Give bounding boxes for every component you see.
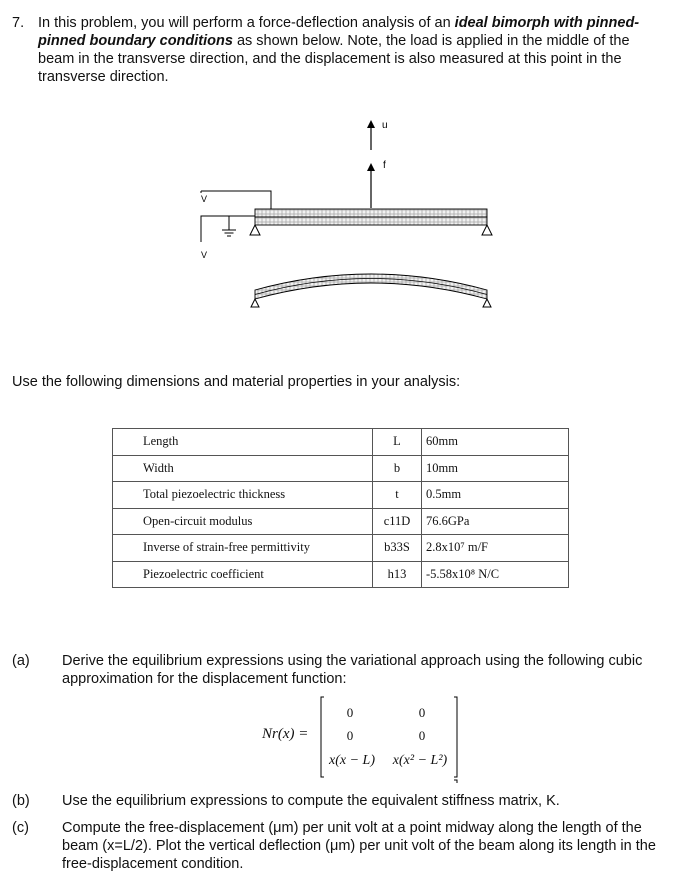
v-label-top: V bbox=[201, 194, 208, 204]
equation-lhs: Nr(x) = bbox=[262, 726, 309, 742]
part-b-text: Use the equilibrium expressions to compute the equivalent stiffness matrix, K. bbox=[62, 793, 560, 809]
matrix-cell: x(x − L) bbox=[329, 753, 375, 768]
problem-emphasis: ideal bimorph with pinned-pinned boundary conditions bbox=[38, 15, 640, 49]
f-label: f bbox=[383, 160, 386, 171]
force-arrow bbox=[367, 163, 375, 208]
table-row: Open-circuit modulus c11D 76.6GPa bbox=[113, 508, 569, 535]
properties-table bbox=[112, 428, 569, 588]
v-label-bottom: V bbox=[201, 250, 208, 260]
pin-support-left bbox=[250, 225, 260, 235]
matrix-cell: 0 bbox=[418, 705, 426, 720]
deflected-beam bbox=[255, 274, 487, 299]
intro-text: Use the following dimensions and material properties in your analysis: bbox=[12, 374, 461, 390]
pin-support-left-deflected bbox=[251, 299, 259, 307]
pin-support-right-deflected bbox=[483, 299, 491, 307]
part-a-text: Derive the equilibrium expressions using the variational approach using the following cubic approximation for the displacement function: bbox=[62, 653, 643, 687]
part-a-label: (a) bbox=[12, 653, 30, 669]
matrix-cell: x(x² − L²) bbox=[392, 753, 448, 768]
part-c-label: (c) bbox=[12, 820, 29, 836]
table-row: Piezoelectric coefficient h13 -5.58x10⁸ N/C bbox=[113, 561, 569, 588]
part-b-label: (b) bbox=[12, 793, 30, 809]
matrix-cell: 0 bbox=[346, 705, 354, 720]
table-row: Width b 10mm bbox=[113, 455, 569, 482]
matrix-cell: 0 bbox=[346, 728, 354, 743]
bimorph-beam bbox=[255, 209, 487, 225]
u-label: u bbox=[382, 120, 388, 131]
matrix-cell: 0 bbox=[418, 728, 426, 743]
table-row: Length L 60mm bbox=[113, 429, 569, 456]
problem-number: 7. bbox=[12, 15, 25, 31]
pin-support-right bbox=[482, 225, 492, 235]
problem-text: In this problem, you will perform a force-deflection analysis of an ideal bimorph with pinned-pinned boundary conditions as shown below. Note, the load is applied in the middle of the beam in the transverse direction, and the displacement is also measured at this point in the transverse direction. bbox=[38, 15, 640, 85]
table-row: Total piezoelectric thickness t 0.5mm bbox=[113, 482, 569, 509]
displacement-arrow bbox=[367, 120, 375, 150]
part-c-text: Compute the free-displacement (μm) per unit volt at a point midway along the length of the beam (x=L/2). Plot the vertical deflection (μm) per unit volt of the beam along its length in the free-displacement condition. bbox=[62, 820, 656, 872]
table-row: Inverse of strain-free permittivity b33S 2.8x10⁷ m/F bbox=[113, 535, 569, 562]
